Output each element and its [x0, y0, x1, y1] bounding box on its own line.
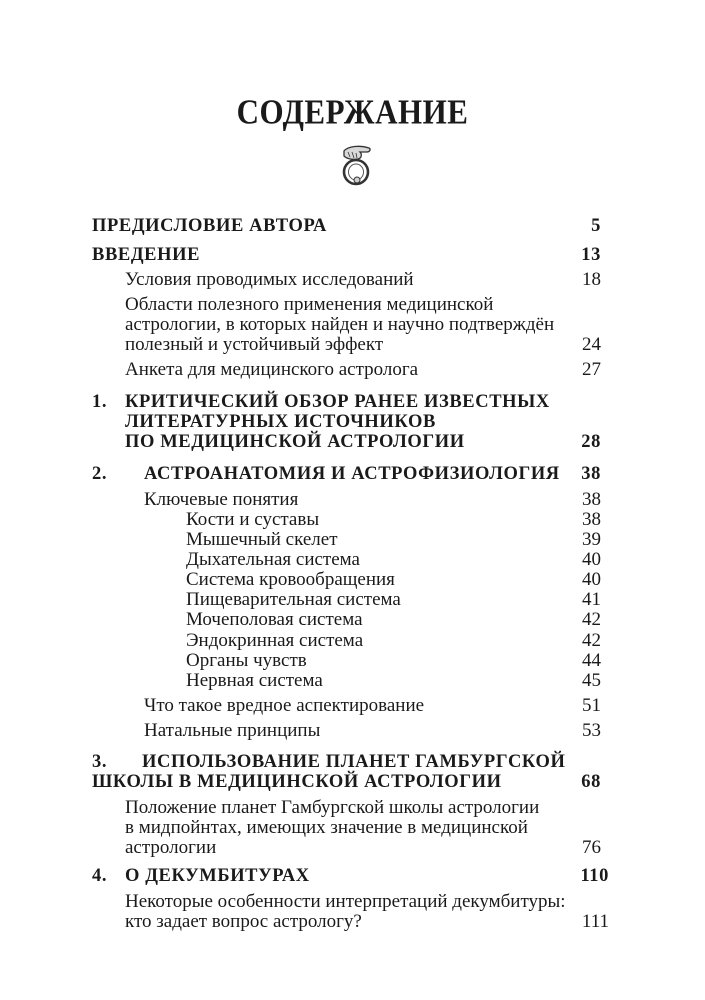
toc-entry-label: Эндокринная система [186, 630, 364, 651]
toc-entry-page: 40 [582, 569, 601, 590]
toc-entry-page: 42 [582, 630, 601, 651]
toc-entry-label: Ключевые понятия [144, 489, 299, 510]
toc-entry-label: Анкета для медицинского астролога [125, 359, 419, 380]
toc-entry-label: Условия проводимых исследований [125, 269, 414, 290]
toc-entry-page: 68 [581, 772, 601, 792]
chapter-number: 4. [92, 866, 108, 886]
toc-entry-page: 39 [582, 529, 601, 550]
toc-entry-page: 27 [582, 359, 601, 380]
toc-entry-label: Натальные принципы [144, 720, 321, 741]
toc-entry-label: ПРЕДИСЛОВИЕ АВТОРА [92, 216, 327, 236]
toc-entry-label: в мидпойнтах, имеющих значение в медицинской [125, 817, 528, 838]
toc-entry-label: астрологии, в которых найден и научно подтверждён [125, 314, 555, 335]
toc-entry-label: ВВЕДЕНИЕ [92, 245, 201, 265]
toc-entry-page: 45 [582, 670, 601, 691]
toc-entry-page: 44 [582, 650, 601, 671]
chapter-number: 2. [92, 464, 108, 484]
toc-entry-label: АСТРОАНАТОМИЯ И АСТРОФИЗИОЛОГИЯ [144, 464, 560, 484]
toc-entry-page: 40 [582, 549, 601, 570]
toc-entry-label: Мочеполовая система [186, 609, 363, 630]
toc-entry-page: 51 [582, 695, 601, 716]
toc-entry-label: астрологии [125, 837, 217, 858]
toc-entry-label: Нервная система [186, 670, 323, 691]
toc-entry-page: 13 [581, 245, 601, 265]
toc-entry-label: ШКОЛЫ В МЕДИЦИНСКОЙ АСТРОЛОГИИ [92, 772, 502, 792]
toc-entry-label: О ДЕКУМБИТУРАХ [125, 866, 310, 886]
toc-entry-page: 41 [582, 589, 601, 610]
page-title: СОДЕРЖАНИЕ [236, 92, 469, 132]
toc-entry-page: 5 [591, 216, 601, 236]
toc-entry-label: Органы чувств [186, 650, 307, 671]
toc-entry-label: ИСПОЛЬЗОВАНИЕ ПЛАНЕТ ГАМБУРГСКОЙ [142, 752, 566, 772]
toc-entry-label: Некоторые особенности интерпретаций декумбитуры: [125, 891, 566, 912]
toc-entry-page: 111 [581, 911, 609, 932]
toc-entry-label: полезный и устойчивый эффект [125, 334, 384, 355]
toc-entry-page: 38 [582, 489, 601, 510]
hand-ring-ornament-icon [338, 143, 374, 187]
toc-entry-page: 24 [582, 334, 601, 355]
toc-entry-label: Что такое вредное аспектирование [144, 695, 425, 716]
toc-entry-page: 28 [581, 432, 601, 452]
toc-entry-page: 76 [582, 837, 601, 858]
toc-entry-page: 53 [582, 720, 601, 741]
toc-entry-label: ПО МЕДИЦИНСКОЙ АСТРОЛОГИИ [125, 432, 465, 452]
toc-entry-label: ЛИТЕРАТУРНЫХ ИСТОЧНИКОВ [125, 412, 436, 432]
toc-entry-page: 42 [582, 609, 601, 630]
toc-entry-label: Мышечный скелет [186, 529, 338, 550]
toc-entry-label: Система кровообращения [186, 569, 395, 590]
toc-entry-label: Области полезного применения медицинской [125, 294, 494, 315]
chapter-number: 1. [92, 392, 108, 412]
toc-entry-page: 110 [580, 866, 609, 886]
toc-entry-label: Кости и суставы [186, 509, 320, 530]
chapter-number: 3. [92, 752, 108, 772]
toc-entry-label: кто задает вопрос астрологу? [125, 911, 362, 932]
toc-entry-label: КРИТИЧЕСКИЙ ОБЗОР РАНЕЕ ИЗВЕСТНЫХ [125, 392, 550, 412]
toc-entry-page: 38 [582, 509, 601, 530]
toc-entry-page: 38 [581, 464, 601, 484]
toc-entry-label: Пищеварительная система [186, 589, 401, 610]
toc-entry-label: Дыхательная система [186, 549, 360, 570]
toc-entry-label: Положение планет Гамбургской школы астрологии [125, 797, 540, 818]
toc-entry-page: 18 [582, 269, 601, 290]
